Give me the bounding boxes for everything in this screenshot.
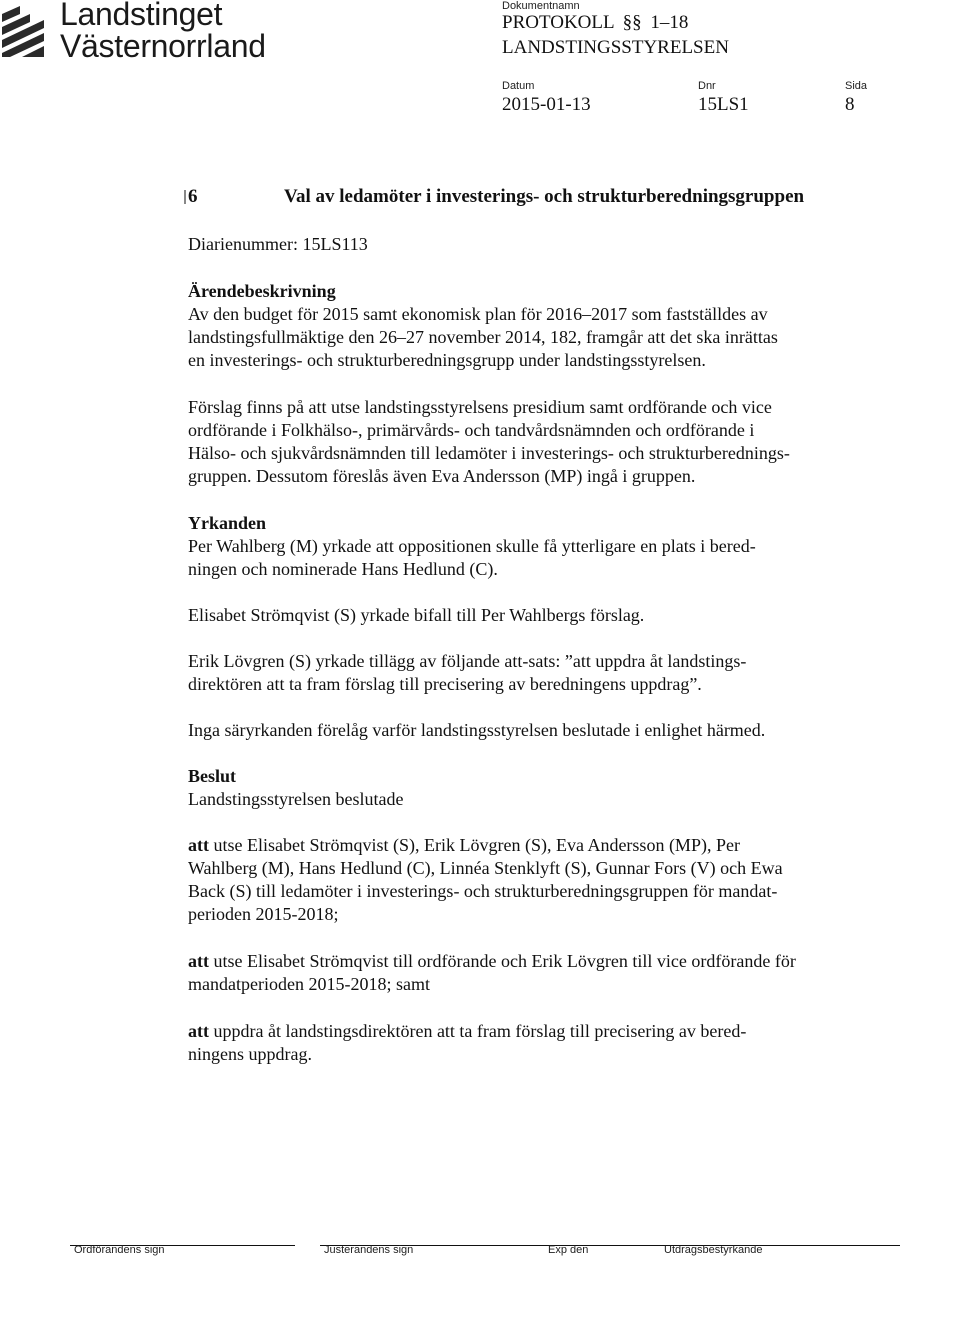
paragraph-range: 1–18 — [650, 12, 689, 33]
att-clause-1-line: Back (S) till ledamöter i investerings- och strukturberedningsgruppen för mandat- — [188, 881, 778, 901]
yrkande-line: Erik Lövgren (S) yrkade tillägg av följande att-sats: ”att uppdra åt landstings- — [188, 651, 747, 671]
ordforande-sign-label: Ordförandens sign — [74, 1244, 165, 1256]
att-clause-2-line — [188, 950, 888, 973]
yrkande-line: direktören att ta fram förslag till precisering av beredningens uppdrag”. — [188, 674, 702, 694]
forslag-line: gruppen. Dessutom föreslås även Eva Andersson (MP) ingå i gruppen. — [188, 466, 696, 486]
forslag-line: ordförande i Folkhälso-, primärvårds- och tandvårdsnämnden och ordförande i — [188, 420, 755, 440]
arende-heading: Ärendebeskrivning — [188, 281, 336, 301]
arende-line: en investerings- och strukturberedningsgrupp under landstingsstyrelsen. — [188, 350, 706, 370]
section-symbol: §§ — [622, 12, 642, 33]
att-clause-1-line: perioden 2015-2018; — [188, 904, 339, 924]
dnr-value: 15LS1 — [698, 94, 749, 115]
document-name-label: Dokumentnamn — [502, 0, 580, 12]
att-clause-text: utse Elisabet Strömqvist till ordförande och Erik Lövgren till vice ordförande för — [209, 951, 796, 971]
page-value: 8 — [845, 94, 855, 115]
utdragsbestyrkande-label: Utdragsbestyrkande — [664, 1244, 763, 1256]
att-clause-1-line: Wahlberg (M), Hans Hedlund (C), Linnéa Stenklyft (S), Gunnar Fors (V) och Ewa — [188, 858, 783, 878]
arende-line: landstingsfullmäktige den 26–27 november 2014, 182, framgår att det ska inrättas — [188, 327, 778, 347]
beslut-intro: Landstingsstyrelsen beslutade — [188, 789, 404, 809]
dnr-label: Dnr — [698, 80, 716, 92]
att-clause-1-line — [188, 834, 888, 857]
arende-line: Av den budget för 2015 samt ekonomisk plan för 2016–2017 som fastställdes av — [188, 304, 768, 324]
inga-sarykanden: Inga säryrkanden förelåg varför landstingsstyrelsen beslutade i enlighet härmed. — [188, 720, 766, 740]
document-title — [502, 12, 688, 34]
att-clause-3-line: ningens uppdrag. — [188, 1044, 312, 1064]
justerande-sign-label: Justerandens sign — [324, 1244, 414, 1256]
forslag-line: Hälso- och sjukvårdsnämnden till ledamöter i investerings- och strukturberednings- — [188, 443, 790, 463]
logo-line-2: Västernorrland — [60, 28, 266, 64]
att-clause-2-line: mandatperioden 2015-2018; samt — [188, 974, 430, 994]
page-label: Sida — [845, 80, 868, 92]
yrkanden-heading: Yrkanden — [188, 513, 267, 533]
document-body-name: LANDSTINGSSTYRELSEN — [502, 37, 729, 58]
yrkande-line: ningen och nominerade Hans Hedlund (C). — [188, 559, 498, 579]
diarienummer: Diarienummer: 15LS113 — [188, 234, 368, 254]
section-number: 6 — [188, 186, 198, 207]
yrkande-line: Elisabet Strömqvist (S) yrkade bifall till Per Wahlbergs förslag. — [188, 605, 645, 625]
document-type: PROTOKOLL — [502, 12, 614, 33]
logo-line-1: Landstinget — [60, 0, 223, 32]
beslut-heading: Beslut — [188, 766, 237, 786]
landstinget-logo-mark-icon — [0, 0, 52, 62]
att-keyword: att — [188, 835, 209, 855]
att-keyword: att — [188, 951, 209, 971]
att-clause-text: uppdra åt landstingsdirektören att ta fram förslag till precisering av bered- — [209, 1021, 747, 1041]
exp-den-label: Exp den — [548, 1244, 589, 1256]
yrkande-line: Per Wahlberg (M) yrkade att oppositionen skulle få ytterligare en plats i bered- — [188, 536, 756, 556]
organization-logo — [0, 0, 300, 68]
section-title: Val av ledamöter i investerings- och strukturberedningsgruppen — [284, 186, 805, 207]
att-clause-3-line — [188, 1020, 888, 1043]
att-keyword: att — [188, 1021, 209, 1041]
date-label: Datum — [502, 80, 535, 92]
date-value: 2015-01-13 — [502, 94, 591, 115]
forslag-line: Förslag finns på att utse landstingsstyrelsens presidium samt ordförande och vice — [188, 397, 772, 417]
att-clause-text: utse Elisabet Strömqvist (S), Erik Lövgren (S), Eva Andersson (MP), Per — [209, 835, 740, 855]
